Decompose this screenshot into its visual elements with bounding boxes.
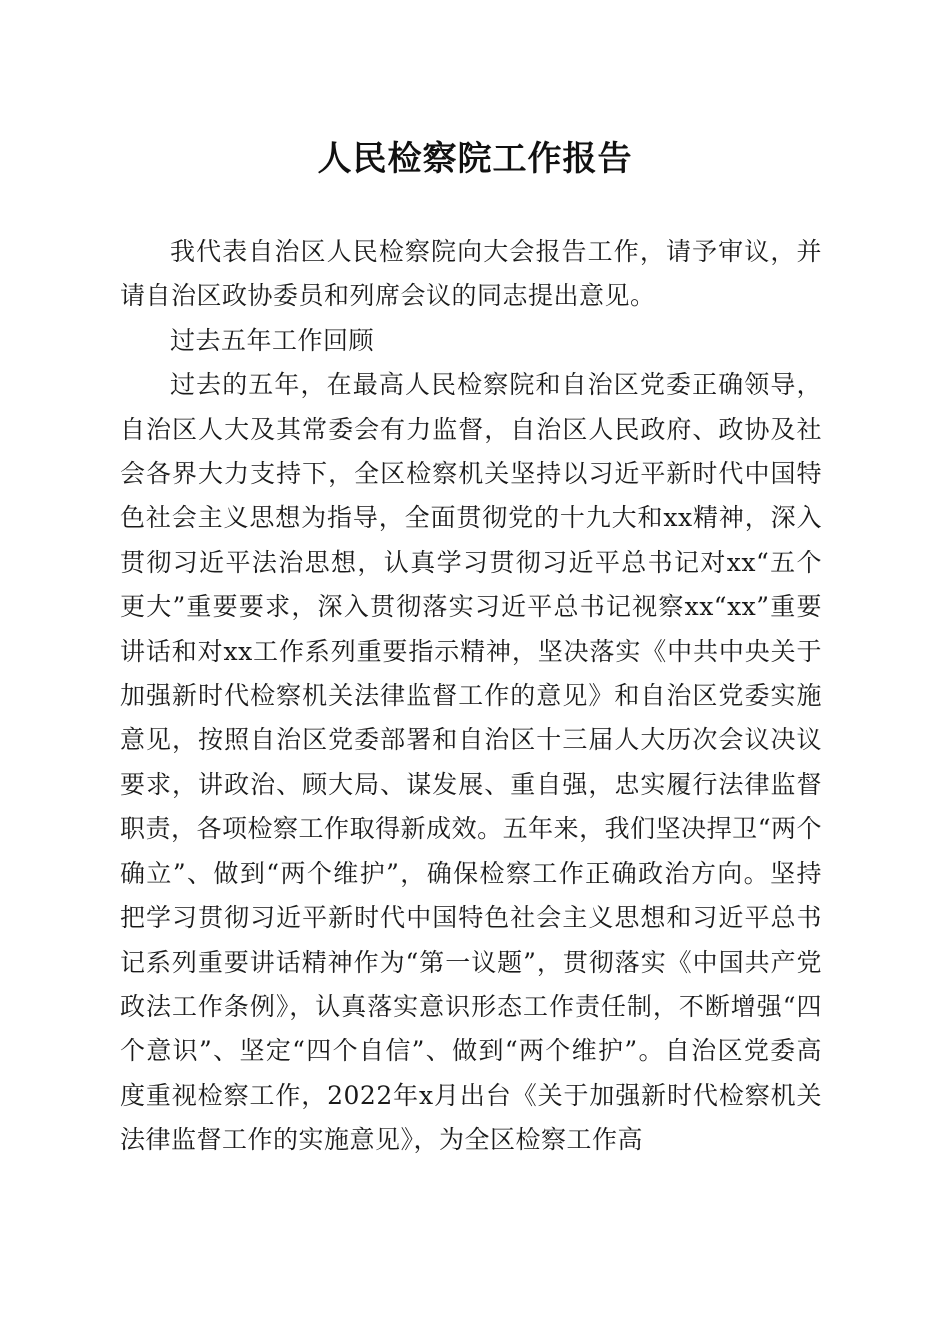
- paragraph-review: 过去的五年，在最高人民检察院和自治区党委正确领导，自治区人大及其常委会有力监督，自治区人民政府、政协及社会各界大力支持下，全区检察机关坚持以习近平新时代中国特色社会主义思想为指导，全面贯彻党的十九大和xx精神，深入贯彻习近平法治思想，认真学习贯彻习近平总书记对xx“五个更大”重要要求，深入贯彻落实习近平总书记视察xx“xx”重要讲话和对xx工作系列重要指示精神，坚决落实《中共中央关于加强新时代检察机关法律监督工作的意见》和自治区党委实施意见，按照自治区党委部署和自治区十三届人大历次会议决议要求，讲政治、顾大局、谋发展、重自强，忠实履行法律监督职责，各项检察工作取得新成效。五年来，我们坚决捍卫“两个确立”、做到“两个维护”，确保检察工作正确政治方向。坚持把学习贯彻习近平新时代中国特色社会主义思想和习近平总书记系列重要讲话精神作为“第一议题”，贯彻落实《中国共产党政法工作条例》，认真落实意识形态工作责任制，不断增强“四个意识”、坚定“四个自信”、做到“两个维护”。自治区党委高度重视检察工作，2022年x月出台《关于加强新时代检察机关法律监督工作的实施意见》，为全区检察工作高: [120, 370, 822, 1155]
- document-body: [120, 230, 822, 1163]
- paragraph-intro: 我代表自治区人民检察院向大会报告工作，请予审议，并请自治区政协委员和列席会议的同志提出意见。: [120, 237, 822, 311]
- section-heading: 过去五年工作回顾: [170, 325, 375, 355]
- document-title: 人民检察院工作报告: [317, 139, 633, 179]
